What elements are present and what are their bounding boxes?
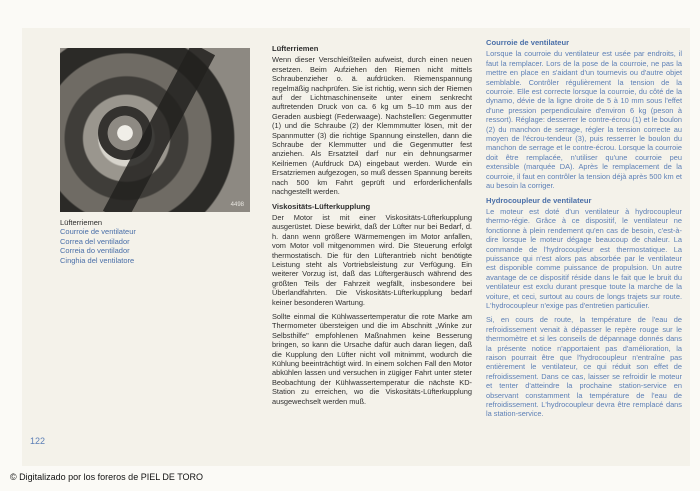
- paragraph-refroidissement: Si, en cours de route, la température de l'eau de refroidissement venait à dépasser le repère rouge sur le thermomètre et si les conseils de dépannage donnés dans la présente notice n'apportaient pas d'amélioration, la raison pourrait être que l'hydrocoupleur n'entraîne pas entièrement le ventilateur, ce qui réduit son effet de refroidissement. Dans ce cas, laisser se refroidir le moteur et tenter d'atteindre la prochaine station-service en observant constamment la température de l'eau de refroidissement. L'hydrocoupleur devra être remplacé dans la station-service.: [486, 315, 682, 419]
- photo-caption: [60, 218, 250, 265]
- paragraph-hydrocoupleur: Le moteur est doté d'un ventilateur à hydrocoupleur thermo-régie. Grâce à ce dispositif, le ventilateur ne fonctionne à plein rendement qu'en cas de besoin, c'est-à-dire lorsque le moteur dégage beaucoup de chaleur. La commande de l'hydrocoupleur est thermostatique. La puissance qui n'est alors pas absorbée par le ventilateur est disponible comme puissance de propulsion. Un autre avantage de ce dispositif réside dans le fait que le bruit du ventilateur est exclu durant presque toute la marche de la voiture, et ceci, surtout au cours de longs trajets sur route. L'hydrocoupleur n'exige pas d'entretien particulier.: [486, 206, 682, 310]
- caption-pt: Correia do ventilador: [60, 246, 130, 256]
- paragraph-courroie: Lorsque la courroie du ventilateur est usée par endroits, il faut la remplacer. Lors de la pose de la courroie, ne pas la mettre en place en s'aidant d'un tournevis ou d'autre objet semblable. Contrôler régulièrement la tension de la courroie. Elle est correcte lorsque la courroie, du côté de la dynamo, dévie de la ligne droite de 5 à 10 mm sous l'effet d'une pression perpendiculaire d'environ 6 kg (peson à ressort). Réglage: desserrer le contre-écrou (1) et le boulon (2) du manchon de serrage, régler la tension correcte au moyen de l'écrou-tendeur (3), puis resserrer le boulon du manchon de serrage et le contre-écrou. Lorsque la courroie doit être remplacée, n'utiliser qu'une courroie peu extensible (marquée DA). Après le remplacement de la courroie, il faut en contrôler la tension déjà après 500 km et au besoin la corriger.: [486, 49, 682, 191]
- page-number: 122: [30, 436, 46, 446]
- french-column: [486, 38, 682, 424]
- engine-fan-belt-photo: [60, 48, 250, 212]
- heading-viskositaets-kupplung: Viskositäts-Lüfterkupplung: [272, 201, 371, 211]
- heading-luefterriemen: Lüfterriemen: [272, 44, 319, 53]
- caption-it: Cinghia del ventilatore: [60, 255, 135, 265]
- photo-code: 4498: [230, 202, 244, 208]
- heading-courroie: Courroie de ventilateur: [486, 38, 570, 47]
- scan-credit: © Digitalizado por los foreros de PIEL DE TORO: [10, 472, 204, 482]
- caption-es: Correa del ventilador: [60, 236, 130, 246]
- paragraph-kuehlung: Sollte einmal die Kühlwassertemperatur die rote Marke am Thermometer übersteigen und die im Abschnitt „Winke zur Selbsthilfe" empfohlenen Maßnahmen keine Besserung bringen, so kann die Ursache dafür auch daran liegen, daß die Kupplung den Lüfter nicht voll mitnimmt, wodurch die Kühlung beeinträchtigt wird. In einem solchen Fall den Motor abkühlen lassen und versuchen in zügiger Fahrt unter steter Beobachtung der Kühlwassertemperatur die nächste KD-Station zu erreichen, wo die Viskositäts-Lüfterkupplung ausgewechselt werden muß.: [272, 311, 472, 406]
- caption-de: Lüfterriemen: [60, 218, 103, 227]
- paragraph-luefterriemen: Wenn dieser Verschleißteilen aufweist, durch einen neuen ersetzen. Beim Aufziehen den Riemen nicht mittels Schraubenzieher o. ä. aufdrücken. Riemenspannung regelmäßig nachprüfen. Sie ist richtig, wenn sich der Riemen auf der Lichtmaschinenseite unter einem senkrecht auftretenden Druck von ca. 6 kg um 5–10 mm aus der Geraden ausbiegt (Federwaage). Nachstellen: Gegenmutter (1) und die Schraube (2) der Klemmmutter lösen, mit der Spannmutter (3) die richtige Spannung einstellen, dann die Schraube der Klemmutter und die Gegenmutter fest anziehen. Als Ersatzteil darf nur ein dehnungsarmer Keilriemen (Aufdruck DA) eingebaut werden. Wurde ein Ersatzriemen aufgezogen, so muß dessen Spannung bereits nach 500 km Fahrt geprüft und erforderlichenfalls nachgestellt werden.: [272, 55, 472, 197]
- heading-hydrocoupleur: Hydrocoupleur de ventilateur: [486, 195, 592, 205]
- caption-fr: Courroie de ventilateur: [60, 227, 136, 237]
- paragraph-kupplung: Der Motor ist mit einer Viskositäts-Lüfterkupplung ausgerüstet. Diese bewirkt, daß der Lüfter nur bei Bedarf, d. h. dann wenn größere Wärmemengen im Motor anfallen, vom Motor voll mitgenommen wird. Die Steuerung erfolgt thermostatisch. Die für den Lüfterantrieb nicht benötigte Leistung steht als Vortriebsleistung zur Verfügung. Ein weiterer Vorzug ist, daß das Lüftergeräusch während des größten Teils der Fahrzeit wegfällt, insbesondere bei Überlandfahrten. Die Viskositäts-Lüfterkupplung bedarf keiner besonderen Wartung.: [272, 212, 472, 307]
- german-column: [272, 44, 472, 411]
